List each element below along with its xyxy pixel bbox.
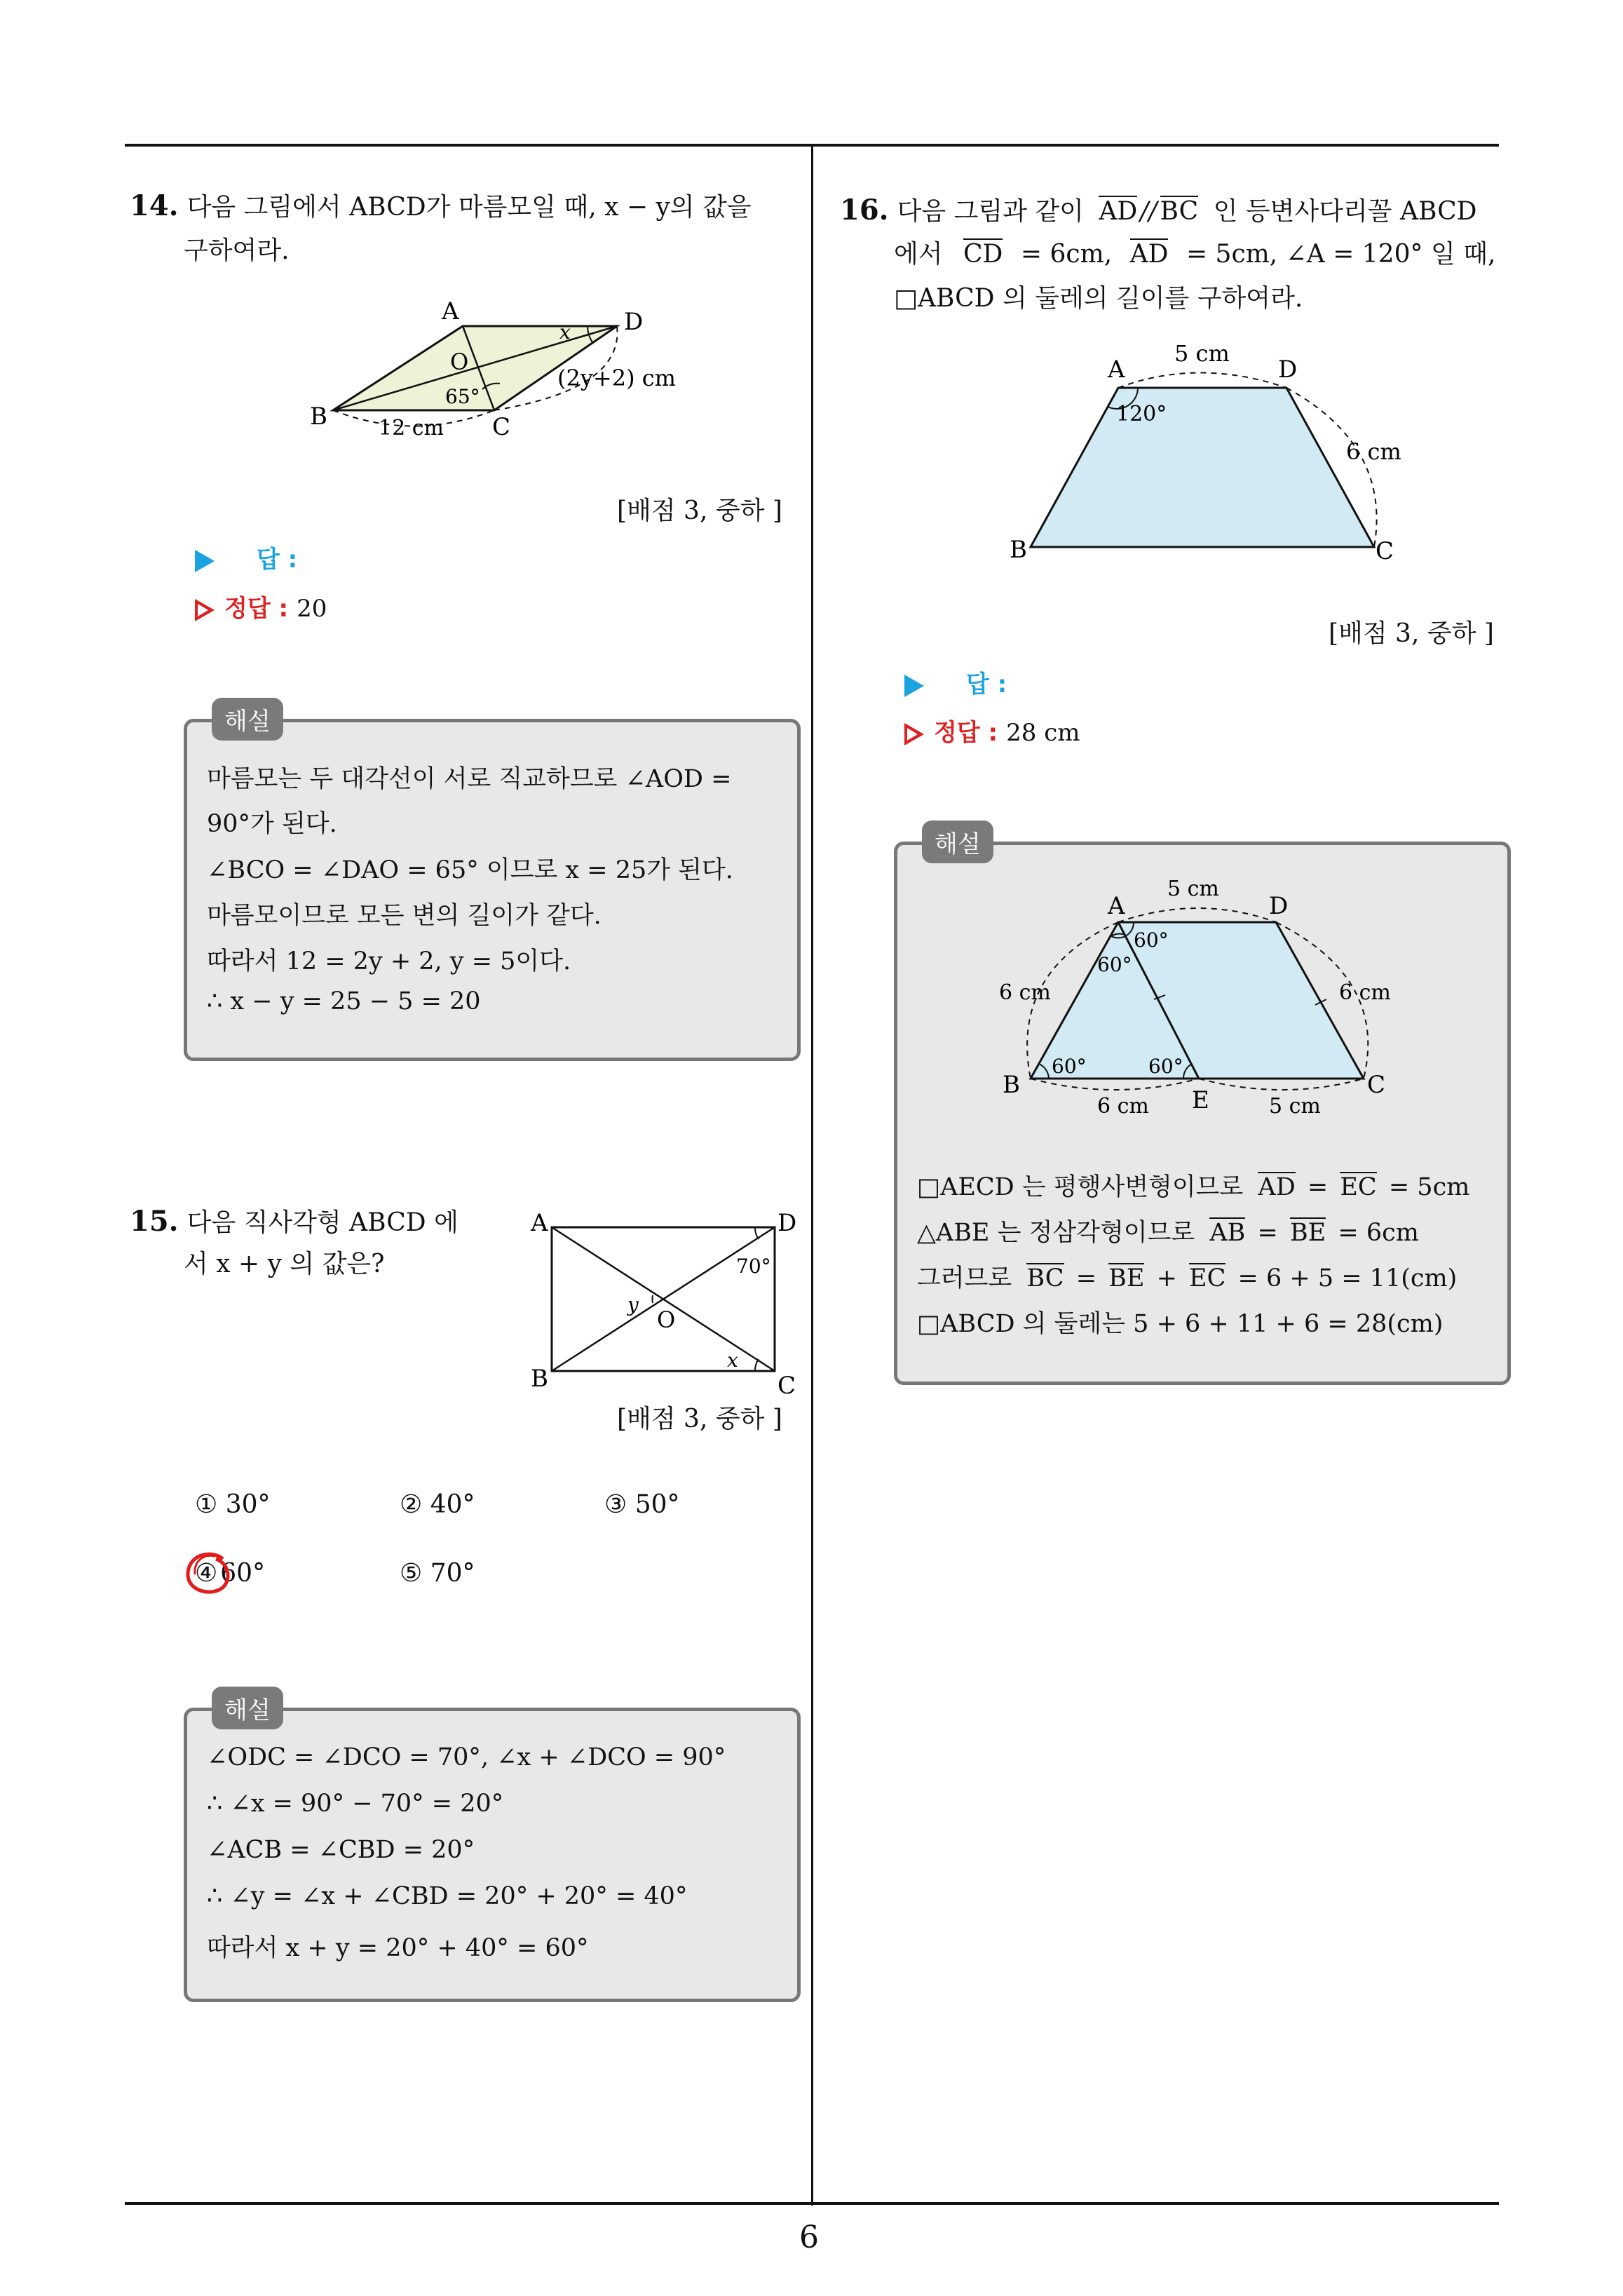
q16-answer-row: 답 : <box>904 665 1007 699</box>
q16-top-label: 5 cm <box>1174 340 1230 367</box>
q14-angle-65: 65° <box>445 385 480 408</box>
q16-correct-row: 정답 : 28 cm <box>904 713 1080 748</box>
q15-number: 15. <box>130 1205 179 1238</box>
q16-label-C: C <box>1376 537 1394 565</box>
q15-line1: 15. 다음 직사각형 ABCD 에 <box>130 1205 459 1238</box>
q16-exp-top: 5 cm <box>1167 877 1219 901</box>
q14-number: 14. <box>130 189 179 222</box>
q16-trapezoid-figure <box>1010 340 1423 579</box>
q16-exp-angle-1: 60° <box>1134 928 1169 952</box>
selected-answer-circle-icon <box>181 1546 237 1602</box>
q16-explanation-box <box>894 842 1511 1385</box>
q15-score: [배점 3, 중하 ] <box>617 1405 782 1433</box>
play-icon <box>904 675 924 697</box>
q16-line3: □ABCD 의 둘레의 길이를 구하여라. <box>894 284 1303 313</box>
q14-label-D: D <box>624 308 644 336</box>
q16-exp-angle-2: 60° <box>1097 953 1132 976</box>
q16-exp-line-2: △ABE 는 정삼각형이므로 AB = BE = 6cm <box>917 1219 1419 1247</box>
play-outline-icon <box>904 723 924 745</box>
q15-label-D: D <box>777 1210 797 1237</box>
q16-exp-right: 6 cm <box>1339 980 1391 1005</box>
q15-explanation-tag: 해설 <box>212 1687 283 1729</box>
q15-label-O: O <box>657 1306 676 1333</box>
q16-exp-line-4: □ABCD 의 둘레는 5 + 6 + 11 + 6 = 28(cm) <box>917 1310 1444 1338</box>
q14-label-B: B <box>310 403 327 431</box>
q16-side-label: 6 cm <box>1346 438 1401 465</box>
q15-rectangle-figure <box>522 1210 803 1399</box>
q15-label-y: y <box>627 1293 639 1316</box>
q16-explanation-tag: 해설 <box>922 821 993 863</box>
q16-exp-line-3: 그러므로 BC = BE + EC = 6 + 5 = 11(cm) <box>917 1264 1458 1292</box>
q14-explanation-box: 마름모는 두 대각선이 서로 직교하므로 ∠AOD = 90°가 된다. ∠BCO = ∠DAO = 65° 이므로 x = 25가 된다. 마름모이므로 모든 변의 길이가 같다. 따라서 12 = 2y + 2, y = 5이다. ∴ x − y = 25 − 5 = 20 <box>184 719 801 1061</box>
q15-choice-1[interactable]: ① 30° <box>195 1490 271 1519</box>
q16-label-B: B <box>1010 536 1027 564</box>
q16-exp-ec: 5 cm <box>1269 1094 1321 1119</box>
q16-number: 16. <box>840 194 889 227</box>
q16-exp-label-C: C <box>1367 1071 1386 1099</box>
q14-label-A: A <box>442 297 459 325</box>
q15-label-A: A <box>531 1210 548 1237</box>
q14-answer-row: 답 : <box>195 540 297 574</box>
q15-angle-70: 70° <box>736 1255 771 1278</box>
q15-label-x: x <box>727 1349 738 1372</box>
column-divider <box>811 144 813 2206</box>
page-number: 6 <box>799 2220 819 2255</box>
q16-angle-120: 120° <box>1116 402 1167 426</box>
q15-choice-3[interactable]: ③ 50° <box>604 1490 680 1519</box>
q16-exp-label-A: A <box>1108 892 1125 920</box>
q16-exp-angle-3: 60° <box>1052 1055 1087 1078</box>
q14-explanation-tag: 해설 <box>212 698 283 741</box>
play-icon <box>195 550 215 572</box>
q16-exp-angle-4: 60° <box>1148 1055 1183 1078</box>
q15-choice-2[interactable]: ② 40° <box>400 1490 475 1519</box>
q14-correct-row: 정답 : 20 <box>195 589 327 623</box>
q15-choice-5[interactable]: ⑤ 70° <box>400 1559 475 1588</box>
q15-explanation-box: ∠ODC = ∠DCO = 70°, ∠x + ∠DCO = 90° ∴ ∠x = 90° − 70° = 20° ∠ACB = ∠CBD = 20° ∴ ∠y = ∠x + ∠CBD = 20° + 20° = 40° 따라서 x + y = 20° + 40° = 60° <box>184 1708 801 2002</box>
q16-explanation-figure <box>989 859 1423 1133</box>
q16-exp-line-1: □AECD 는 평행사변형이므로 AD = EC = 5cm <box>917 1173 1470 1201</box>
q16-score: [배점 3, 중하 ] <box>1329 619 1494 648</box>
q14-base-label: 12 cm <box>379 416 444 440</box>
q15-label-C: C <box>777 1372 796 1399</box>
q14-label-C: C <box>492 413 511 441</box>
bottom-rule <box>125 2202 1499 2205</box>
q14-score: [배점 3, 중하 ] <box>617 497 782 525</box>
q16-label-D: D <box>1278 356 1298 384</box>
q14-line1: 14. 다음 그림에서 ABCD가 마름모일 때, x − y의 값을 <box>130 189 752 222</box>
play-outline-icon <box>195 599 215 621</box>
q14-side-label: (2y+2) cm <box>557 365 677 391</box>
q14-label-O: O <box>450 349 469 375</box>
q16-exp-label-B: B <box>1003 1071 1020 1099</box>
q15-line2: 서 x + y 의 값은? <box>184 1250 385 1278</box>
q14-rhombus-figure <box>294 291 694 445</box>
q15-label-B: B <box>531 1365 548 1393</box>
q16-exp-label-D: D <box>1269 892 1289 920</box>
q16-line2: 에서 CD = 6cm, AD = 5cm, ∠A = 120° 일 때, <box>894 240 1496 269</box>
q16-exp-label-E: E <box>1192 1086 1209 1114</box>
q15-choice-4[interactable]: ④ 60° <box>195 1559 266 1588</box>
q14-label-x: x <box>559 320 571 344</box>
q16-line1: 16. 다음 그림과 같이 AD // BC 인 등변사다리꼴 ABCD <box>840 194 1477 227</box>
q16-label-A: A <box>1108 356 1125 384</box>
q16-exp-left: 6 cm <box>999 980 1051 1005</box>
q16-exp-be: 6 cm <box>1097 1094 1149 1119</box>
q14-line2: 구하여라. <box>184 236 290 265</box>
